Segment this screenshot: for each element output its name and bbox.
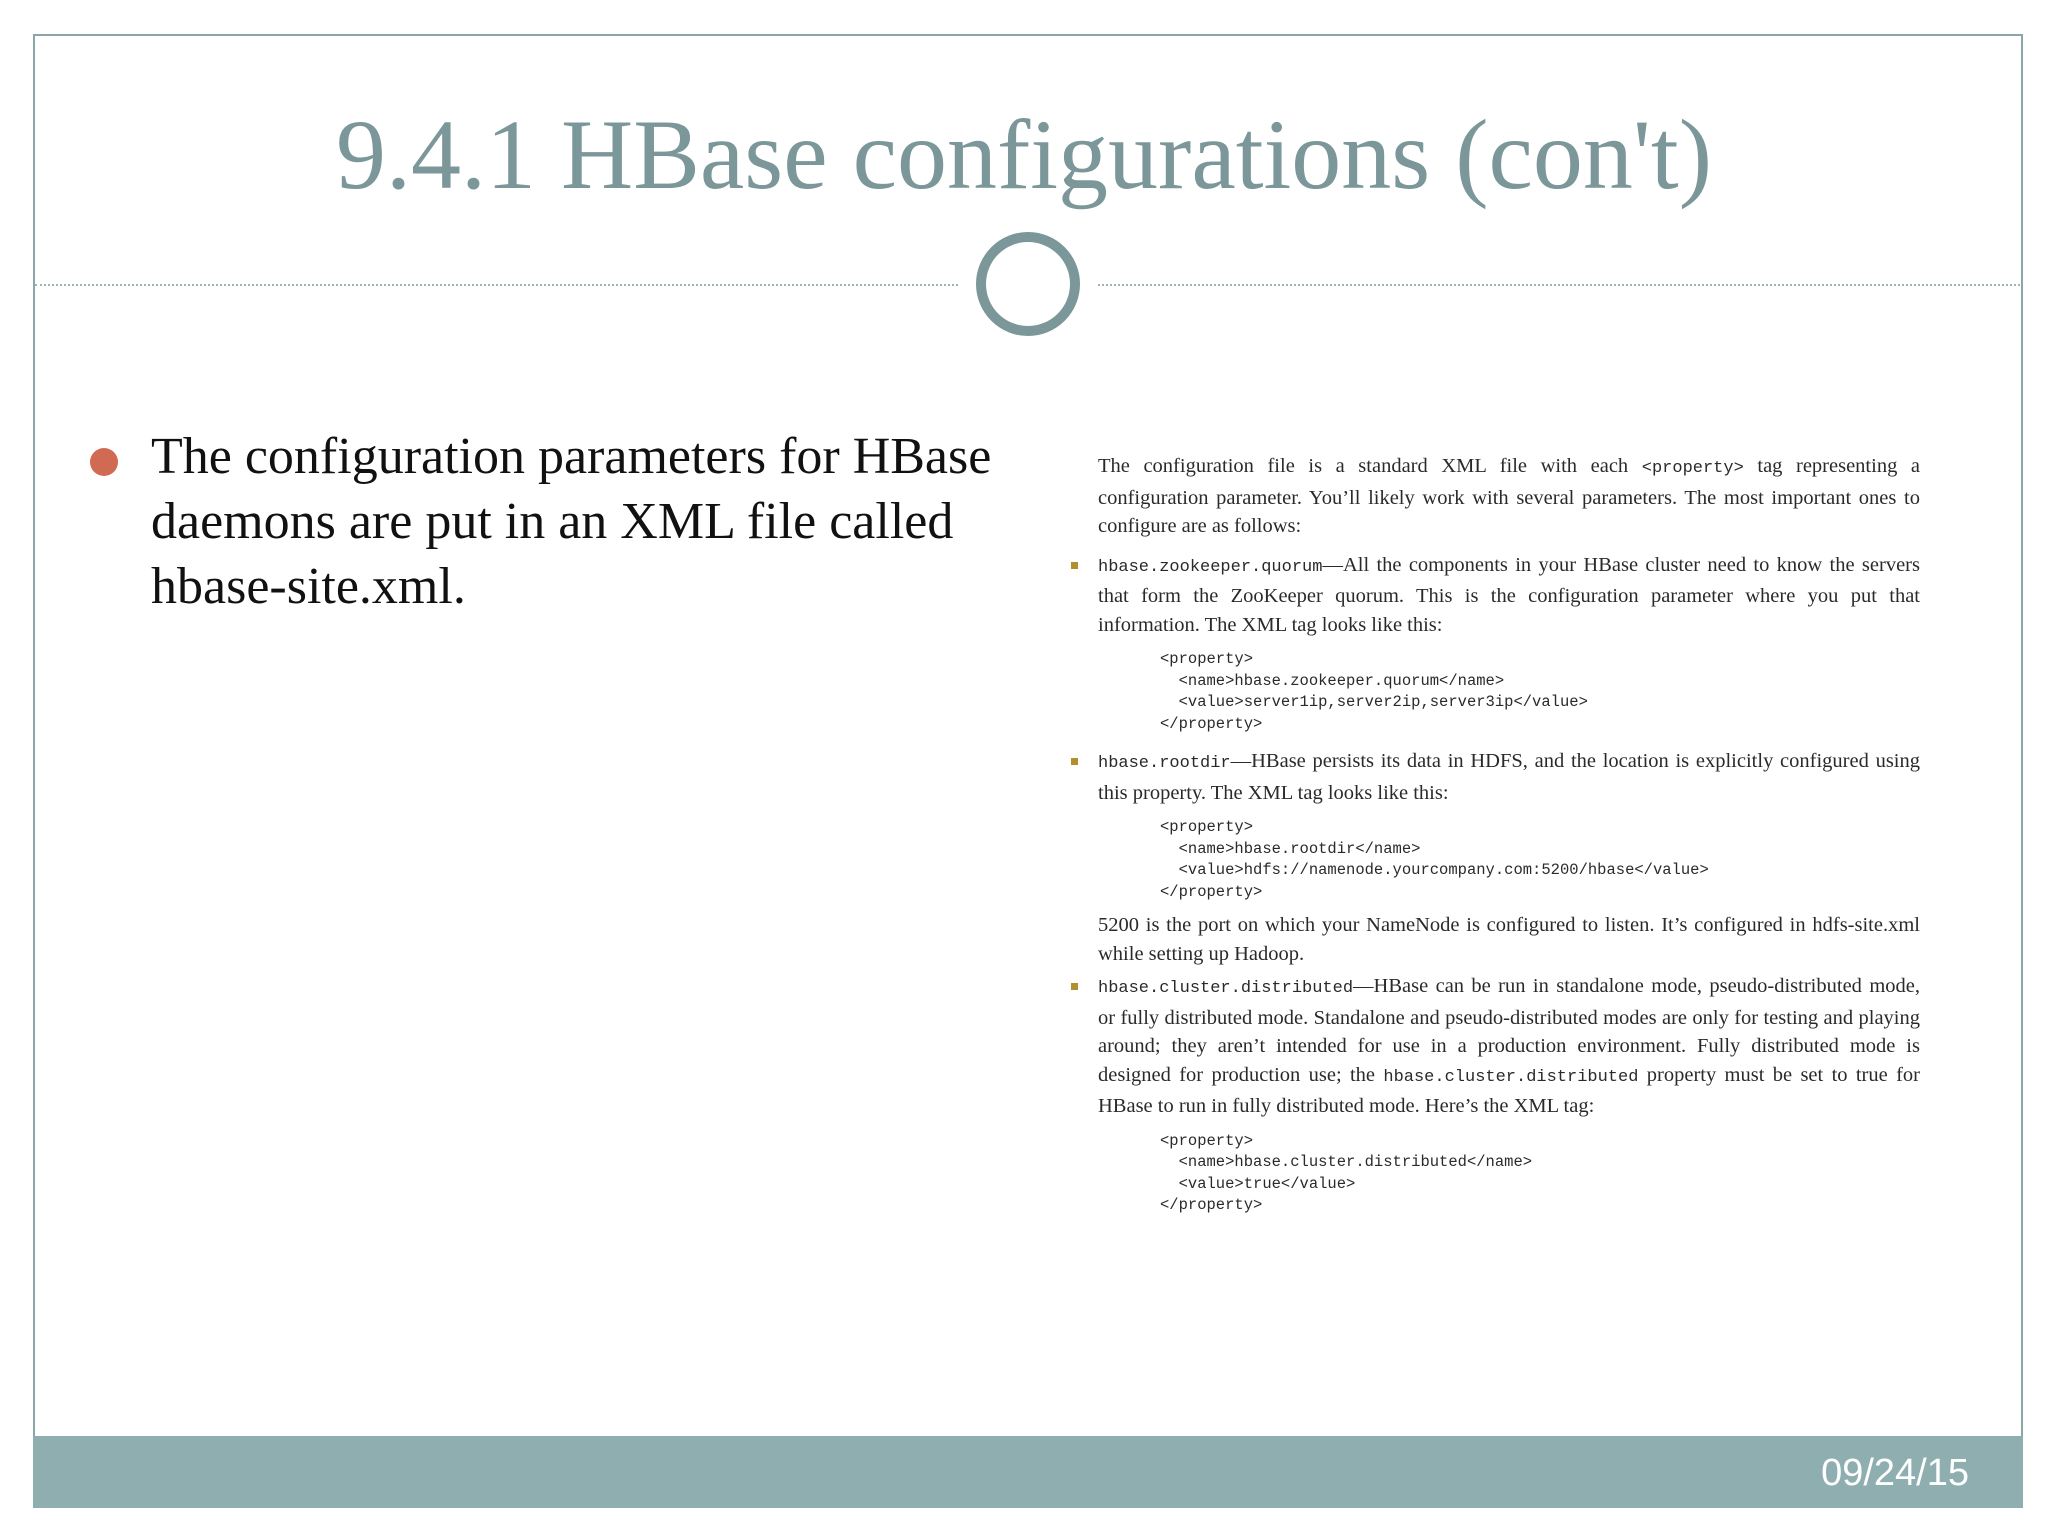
intro-text: The configuration file is a standard XML file with each <box>1098 455 1642 477</box>
config-key: hbase.cluster.distributed <box>1098 979 1354 998</box>
footer-date: 09/24/15 <box>1821 1452 1969 1494</box>
square-bullet-icon <box>1071 562 1078 569</box>
intro-text-end: tag representing a configuration parameter. You’ll likely work with several parameters. The most important ones to configure are as follows: <box>1098 455 1921 537</box>
config-description: —HBase persists its data in HDFS, and the location is explicitly configured using this property. The XML tag looks like this: <box>1098 750 1920 804</box>
config-description-end: property must be set to true for HBase to run in fully distributed mode. Here’s the XML tag: <box>1098 1063 1920 1117</box>
code-line: <value>true</value> <box>1160 1174 1356 1193</box>
inline-config-key: hbase.cluster.distributed <box>1383 1067 1639 1087</box>
code-line: <property> <box>1160 818 1254 836</box>
book-excerpt <box>1098 452 1920 1217</box>
code-block-rootdir <box>1160 817 1920 903</box>
bullet-dot-icon <box>90 448 118 476</box>
config-item-rootdir <box>1098 747 1920 807</box>
code-line: <value>hdfs://namenode.yourcompany.com:5200/hbase</value> <box>1160 861 1709 879</box>
title-ring-ornament <box>976 232 1080 336</box>
code-line: <name>hbase.zookeeper.quorum</name> <box>1160 671 1505 690</box>
code-block-distributed <box>1160 1131 1920 1217</box>
config-item-distributed <box>1098 972 1920 1121</box>
square-bullet-icon <box>1071 758 1078 765</box>
square-bullet-icon <box>1071 983 1078 990</box>
code-line: <property> <box>1160 1131 1254 1150</box>
config-key: hbase.zookeeper.quorum <box>1098 557 1323 577</box>
config-description: —HBase can be run in standalone mode, pseudo-distributed mode, or fully distributed mode. Standalone and pseudo-distributed modes are only for testing and playing around; they aren’t intended for use in a production environment. Fully distributed mode is designed for production use; the <box>1098 975 1920 1086</box>
intro-tag: <property> <box>1641 459 1744 478</box>
code-line: <name>hbase.cluster.distributed</name> <box>1160 1153 1533 1171</box>
excerpt-intro <box>1098 452 1920 541</box>
code-line: </property> <box>1160 882 1263 901</box>
slide-title: 9.4.1 HBase configurations (con't) <box>335 99 1713 210</box>
config-description: —All the components in your HBase cluster need to know the servers that form the ZooKeeper quorum. This is the configuration parameter where you put that information. The XML tag looks like this: <box>1098 553 1920 636</box>
footer-bar <box>33 1436 2023 1508</box>
code-line: </property> <box>1160 1196 1263 1214</box>
code-line: <name>hbase.rootdir</name> <box>1160 839 1421 858</box>
main-bullet-text: The configuration parameters for HBase daemons are put in an XML file called hbase-site.xml. <box>151 428 992 615</box>
code-line: <property> <box>1160 650 1254 668</box>
config-item-zookeeper <box>1098 551 1920 640</box>
port-note: 5200 is the port on which your NameNode is configured to listen. It’s configured in hdfs-site.xml while setting up Hadoop. <box>1098 914 1920 965</box>
title-divider-left <box>35 284 958 286</box>
code-line: <value>server1ip,server2ip,server3ip</value> <box>1160 693 1588 711</box>
code-block-zookeeper <box>1160 649 1920 735</box>
title-divider-right <box>1098 284 2020 286</box>
code-line: </property> <box>1160 714 1263 733</box>
config-key: hbase.rootdir <box>1098 754 1231 773</box>
